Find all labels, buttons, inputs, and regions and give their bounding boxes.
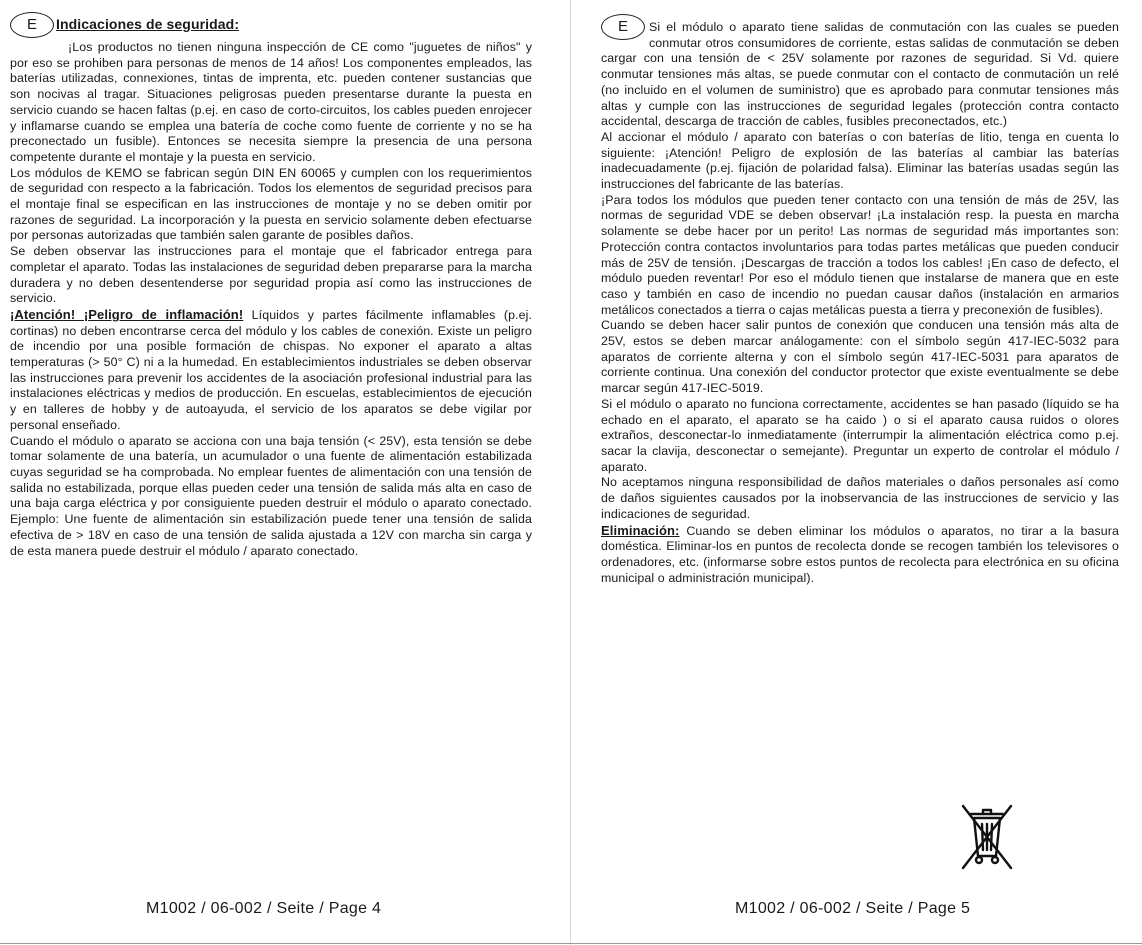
- left-heading-line: [10, 12, 532, 38]
- safety-heading: Indicaciones de seguridad:: [56, 16, 240, 33]
- right-text-column: [601, 20, 1119, 586]
- left-text-column: [10, 16, 532, 559]
- left-paragraph-3: Se deben observar las instrucciones para el montaje que el fabricador entrega para completar el aparato. Todas las instalaciones de seguridad deben prepararse para la marcha duradera y no deben desentenderse por seguridad propia así como las instrucciones de servicio.: [10, 244, 532, 306]
- fire-warning-text: Líquidos y partes fácilmente inflamables (p.ej. cortinas) no deben encontrarse cerca del módulo y los cables de conexión. Existe un peligro de incendio por una posible formación de chispas. No exponer el aparato a altas temperaturas (> 50° C) ni a la humedad. En establecimientos industriales se deben observar las instrucciones para prevenir los accidentes de la asociación profesional industrial para las instalaciones eléctricas y medios de producción. En escuelas, establecimientos de ejecución y en talleres de hobby y de autoayuda, el servicio de los aparatos se debe vigilar por personal enseñado.: [10, 307, 532, 432]
- page-footer-right: M1002 / 06-002 / Seite / Page 5: [735, 900, 971, 917]
- left-paragraph-2: Los módulos de KEMO se fabrican según DIN EN 60065 y cumplen con los requerimientos de seguridad con respecto a la fabricación. Todos los elementos de seguridad precisos para el montaje final se especifican en las instrucciones de montaje y no se deben omitir por razones de seguridad. La incorporación y la puesta en servicio solamente deben efectuarse por personas autorizadas que también salen garante de posibles daños.: [10, 165, 532, 243]
- right-paragraph-1: [601, 20, 1119, 130]
- bottom-edge-line: [0, 943, 1142, 944]
- page-footer-left: M1002 / 06-002 / Seite / Page 4: [146, 900, 382, 917]
- right-paragraph-7: [601, 523, 1119, 587]
- right-paragraph-4: Cuando se deben hacer salir puntos de conexión que conducen una tensión más alta de 25V, estos se deben marcar análogamente: con el símbolo según 417-IEC-5032 para aparatos de corriente alterna y con el símbolo según 417-IEC-5031 para aparatos de corriente continua. Una conexión del conductor protector que existe eventualmente se debe marcar según 417-IEC-5019.: [601, 318, 1119, 396]
- left-paragraph-1: ¡Los productos no tienen ninguna inspección de CE como "juguetes de niños" y por eso se prohiben para personas de menos de 14 años! Los componentes empleados, las baterías utilizadas, connexiones, tintas de imprenta, etc. pueden contener sustancias que son nocivas al tragar. Situaciones peligrosas pueden presentarse durante la puesta en servicio cuando se hacen faltas (p.ej. en caso de corto-circuitos, los cables pueden enrojecer y inflamarse cuando se emplea una batería de coche como fuente de corriente y no se ha preconectado un fusible). Entonces se necesita siempre la presencia de una persona competente durante el montaje y la puesta en servicio.: [10, 40, 532, 164]
- language-badge-left: E: [10, 12, 54, 38]
- disposal-heading: Eliminación:: [601, 522, 680, 538]
- left-paragraph-5: Cuando el módulo o aparato se acciona con una baja tensión (< 25V), esta tensión se debe tomar solamente de una batería, un acumulador o una fuente de alimentación estabilizada cuyas seguridad se ha comprobada. No emplear fuentes de alimentación con una tensión de salida no estabilizada, porque ellas pueden ceder una tensión de salida más alta en caso de una baja carga eléctrica y por consiguiente pueden destruir el módulo o aparato conectado. Ejemplo: Une fuente de alimentación sin estabilización puede tener una tensión de salida efectiva de > 18V en caso de una tensión de salida ajustada a 12V con marcha sin carga y de esta manera puede destruir el módulo / aparato conectado.: [10, 433, 532, 558]
- right-paragraph-2: Al accionar el módulo / aparato con baterías o con baterías de litio, tenga en cuenta lo siguiente: ¡Atención! Peligro de explosión de las baterías al cambiar las baterías inadecuadamente (p.ej. fijación de polaridad falsa). Eliminar las baterías usadas según las instrucciones del fabricante de las baterías.: [601, 129, 1119, 192]
- right-page: [571, 0, 1142, 945]
- disposal-text: Cuando se deben eliminar los módulos o aparatos, no tirar a la basura doméstica. Eliminar-los en puntos de recolecta donde se recogen también los televisores o ordenadores, etc. (informarse sobre estos puntos de recolecta para electrónica en su oficina municipal o administración municipal).: [601, 523, 1119, 585]
- right-paragraph-3: ¡Para todos los módulos que pueden tener contacto con una tensión de más de 25V, las normas de seguridad VDE se deben observar! ¡La instalación resp. la puesta en marcha solamente se debe hacer por un perito! Las normas de seguridad más importantes son: Protección contra contactos involuntarios para todas partes metálicas que pueden conducir más de 25V de tensión. ¡Descargas de tracción a todos los cables! ¡En caso de defecto, el módulo pueden reventar! Por eso el módulo tienen que instalarse de manera que en este caso y también en caso de incendio no puedan causar daños (instalación en armarios metálicos conectados a tierra o cajas metálicas puesta a tierra y preconexión de fusibles).: [601, 192, 1119, 317]
- crossed-out-wheelie-bin-icon: [957, 800, 1017, 872]
- fire-warning-heading: ¡Atención! ¡Peligro de inflamación!: [10, 306, 244, 322]
- language-badge-right: E: [601, 14, 645, 40]
- switching-outputs-text: Si el módulo o aparato tiene salidas de conmutación con las cuales se pueden conmutar otros consumidores de corriente, estas salidas de conmutación se deben cargar con una tensión de < 25V solamente por razones de seguridad. Si Vd. quiere conmutar tensiones más altas, se puede conmutar con el contacto de conmutación un relé (no incluido en el volumen de suministro) que es aprobado para conmutar tensiones más altas y cumple con las instrucciones de seguridad legales (protección contra contacto accidental, descarga de tracción de cables, fusibles preconectados, etc.): [601, 20, 1119, 129]
- right-paragraph-6: No aceptamos ninguna responsibilidad de daños materiales o daños personales así como de daños siguientes causados por la inobservancia de las instrucciones de servicio y las indicaciones de seguridad.: [601, 475, 1119, 521]
- left-paragraph-4: [10, 307, 532, 434]
- right-paragraph-5: Si el módulo o aparato no funciona correctamente, accidentes se han pasado (líquido se ha echado en el aparato, el aparato se ha caido ) o si el aparato causa ruidos o olores extraños, desconectar-lo inmediatamente (interrumpir la alimentación eléctrica como p.ej. sacar la clavija, desconectar o semejante). Preguntar un experto de controlar el módulo / aparato.: [601, 396, 1119, 474]
